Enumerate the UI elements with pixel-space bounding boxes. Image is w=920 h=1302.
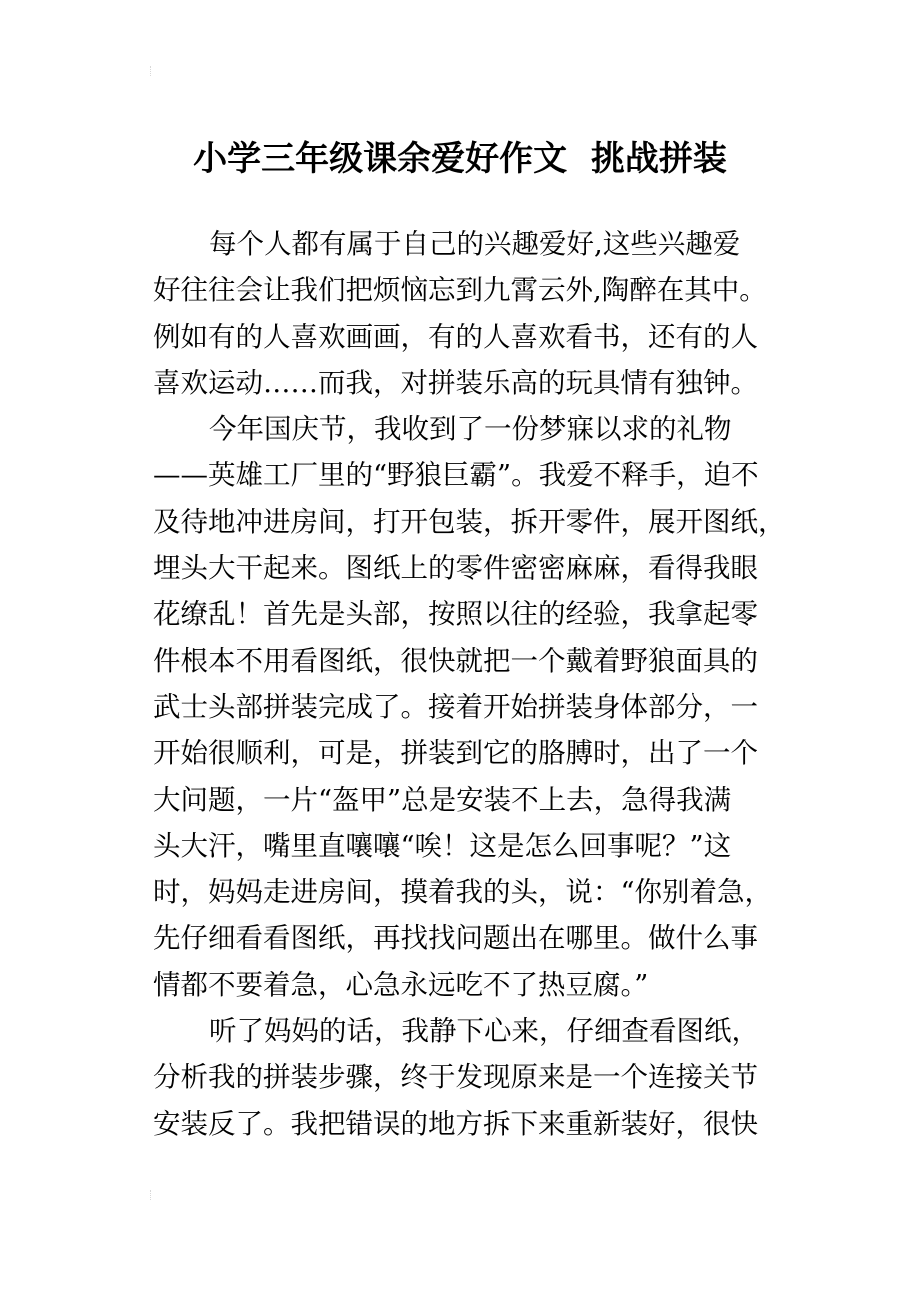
text-line: 头大汗，嘴里直嚷嚷“唉！这是怎么回事呢？”这 xyxy=(153,829,732,862)
text-line: 及待地冲进房间，打开包装，拆开零件，展开图纸， xyxy=(153,505,786,538)
text-line: 分析我的拼装步骤，终于发现原来是一个连接关节 xyxy=(153,1061,758,1094)
text-line: 先仔细看看图纸，再找找问题出在哪里。做什么事 xyxy=(153,922,758,955)
text-line: 每个人都有属于自己的兴趣爱好,这些兴趣爱 xyxy=(209,228,741,260)
text-line: 开始很顺利，可是，拼装到它的胳膊时，出了一个 xyxy=(153,737,758,770)
text-line: 时，妈妈走进房间，摸着我的头，说：“你别着急， xyxy=(153,876,773,909)
paragraph-2 xyxy=(153,406,789,1008)
text-line: 情都不要着急，心急永远吃不了热豆腐。” xyxy=(153,968,649,1001)
text-line: 安装反了。我把错误的地方拆下来重新装好，很快 xyxy=(153,1107,758,1140)
page-corner-mark-top xyxy=(150,66,157,76)
text-line: 好往往会让我们把烦恼忘到九霄云外,陶醉在其中。 xyxy=(153,274,767,307)
page-title: 小学三年级课余爱好作文 挑战拼装 xyxy=(193,138,727,179)
text-line: 件根本不用看图纸，很快就把一个戴着野狼面具的 xyxy=(153,644,758,677)
paragraph-1 xyxy=(153,221,789,406)
text-line: 喜欢运动……而我，对拼装乐高的玩具情有独钟。 xyxy=(153,366,758,399)
text-line: 武士头部拼装完成了。接着开始拼装身体部分，一 xyxy=(153,690,758,723)
text-line: 大问题，一片“盔甲”总是安装不上去，急得我满 xyxy=(153,783,732,816)
text-line: 花缭乱！首先是头部，按照以往的经验，我拿起零 xyxy=(153,598,758,631)
text-line: 今年国庆节，我收到了一份梦寐以求的礼物 xyxy=(209,413,732,446)
text-line: ——英雄工厂里的“野狼巨霸”。我爱不释手，迫不 xyxy=(153,459,759,492)
page-corner-mark-bottom xyxy=(150,1190,157,1200)
text-line: 听了妈妈的话，我静下心来，仔细查看图纸， xyxy=(209,1015,759,1048)
paragraph-3 xyxy=(153,1008,789,1147)
essay-body xyxy=(153,221,789,1147)
text-line: 例如有的人喜欢画画，有的人喜欢看书，还有的人 xyxy=(153,320,758,353)
text-line: 埋头大干起来。图纸上的零件密密麻麻，看得我眼 xyxy=(153,552,758,585)
